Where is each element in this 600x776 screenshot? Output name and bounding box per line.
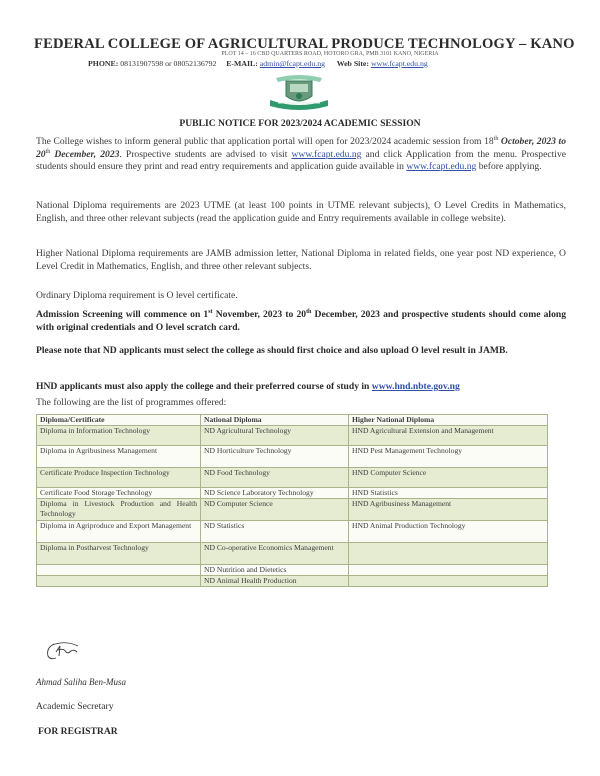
- phone-value: 08131907598 or 08052136792: [120, 59, 217, 68]
- programmes-table: [36, 414, 548, 587]
- table-cell: HND Statistics: [349, 488, 548, 499]
- table-cell: ND Animal Health Production: [201, 576, 349, 587]
- hnd-portal-link[interactable]: www.hnd.nbte.gov.ng: [371, 381, 460, 392]
- table-cell: Diploma in Livestock Production and Health Technology: [37, 499, 201, 521]
- signature-icon: [44, 640, 84, 662]
- table-row: [37, 565, 548, 576]
- nd-requirements-paragraph: National Diploma requirements are 2023 UTME (at least 100 points in UTME relevant subjects), O Level Credits in Mathematics, English, and three other relevant subjects (read the application guide and Entry requirements available in college website).: [36, 200, 566, 224]
- table-cell: ND Horticulture Technology: [201, 446, 349, 468]
- table-cell: HND Pest Management Technology: [349, 446, 548, 468]
- column-header: National Diploma: [201, 415, 349, 426]
- table-cell: HND Agribusiness Management: [349, 499, 548, 521]
- notice-title: PUBLIC NOTICE FOR 2023/2024 ACADEMIC SESSION: [179, 118, 421, 129]
- od-requirements-paragraph: Ordinary Diploma requirement is O level certificate.: [36, 290, 238, 301]
- phone-label: PHONE:: [88, 59, 119, 68]
- table-cell: [37, 576, 201, 587]
- guide-link[interactable]: www.fcapt.edu.ng: [406, 161, 477, 173]
- screening-paragraph: Admission Screening will commence on 1st November, 2023 to 20th December, 2023 and prospective students should come along with original credentials and O level scratch card.: [36, 308, 566, 333]
- email-label: E-MAIL:: [226, 59, 258, 68]
- table-cell: [349, 565, 548, 576]
- table-cell: Certificate Food Storage Technology: [37, 488, 201, 499]
- table-cell: ND Statistics: [201, 521, 349, 543]
- table-cell: HND Computer Science: [349, 468, 548, 488]
- table-cell: [349, 576, 548, 587]
- intro-paragraph: The College wishes to inform general public that application portal will open for 2023/2024 academic session from 18th October, 2023 to 20th December, 2023. Prospective students are advised to visit www.fcapt.edu.ng and click Application from the menu. Prospective students should ensure they print and read entry requirements and application guide available in www.fcapt.edu.ng before applying.: [36, 135, 567, 173]
- table-cell: [349, 543, 548, 565]
- table-cell: Diploma in Agriproduce and Export Management: [37, 521, 201, 543]
- table-cell: Diploma in Information Technology: [37, 426, 201, 446]
- table-cell: ND Co-operative Economics Management: [201, 543, 349, 565]
- signatory-name: Ahmad Saliha Ben-Musa: [36, 677, 126, 687]
- table-cell: ND Nutrition and Dietetics: [201, 565, 349, 576]
- table-header-row: [37, 415, 548, 426]
- nd-applicants-note: Please note that ND applicants must select the college as should first choice and also upload O level result in JAMB.: [36, 345, 508, 356]
- table-row: [37, 426, 548, 446]
- table-row: [37, 488, 548, 499]
- hnd-applicants-note: HND applicants must also apply the college and their preferred course of study in www.hnd.nbte.gov.ng: [36, 381, 460, 392]
- website-label: Web Site:: [336, 59, 369, 68]
- column-header: Diploma/Certificate: [37, 415, 201, 426]
- table-row: [37, 499, 548, 521]
- table-row: [37, 521, 548, 543]
- college-address: PLOT 14 – 16 CBD QUARTERS ROAD, HOTORO GRA, PMB 3101 KANO, NIGERIA: [221, 51, 439, 57]
- table-cell: HND Animal Production Technology: [349, 521, 548, 543]
- table-cell: [37, 565, 201, 576]
- signatory-title: Academic Secretary: [36, 701, 114, 712]
- college-crest-logo-icon: [256, 74, 342, 114]
- table-cell: HND Agricultural Extension and Management: [349, 426, 548, 446]
- programmes-intro: The following are the list of programmes offered:: [36, 397, 227, 408]
- college-name: FEDERAL COLLEGE OF AGRICULTURAL PRODUCE TECHNOLOGY – KANO: [34, 36, 575, 52]
- email-link[interactable]: admin@fcapt.edu.ng: [259, 59, 325, 68]
- table-cell: ND Science Laboratory Technology: [201, 488, 349, 499]
- table-cell: Diploma in Agribusiness Management: [37, 446, 201, 468]
- for-registrar-label: FOR REGISTRAR: [38, 726, 118, 737]
- hnd-requirements-paragraph: Higher National Diploma requirements are JAMB admission letter, National Diploma in related fields, one year post ND experience, O Level Credit in Mathematics, English, and three other relevant subjects.: [36, 248, 566, 272]
- table-cell: ND Food Technology: [201, 468, 349, 488]
- table-cell: Certificate Produce Inspection Technology: [37, 468, 201, 488]
- column-header: Higher National Diploma: [349, 415, 548, 426]
- table-row: [37, 576, 548, 587]
- portal-link[interactable]: www.fcapt.edu.ng: [291, 148, 362, 160]
- table-cell: Diploma in Postharvest Technology: [37, 543, 201, 565]
- website-link[interactable]: www.fcapt.edu.ng: [370, 59, 428, 68]
- contact-line: [88, 59, 588, 68]
- table-cell: ND Computer Science: [201, 499, 349, 521]
- table-row: [37, 446, 548, 468]
- table-row: [37, 468, 548, 488]
- table-row: [37, 543, 548, 565]
- table-cell: ND Agricultural Technology: [201, 426, 349, 446]
